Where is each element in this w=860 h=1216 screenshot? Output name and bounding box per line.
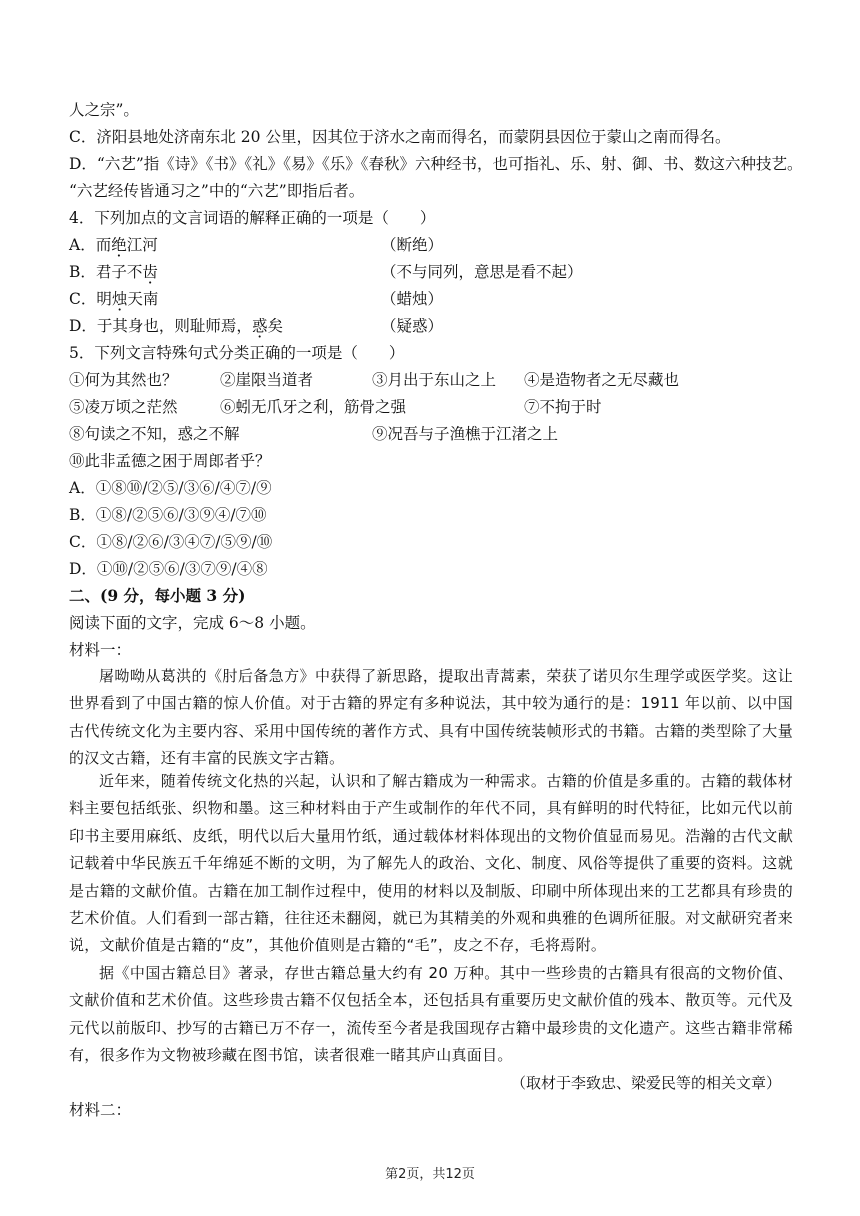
q4-d-pre: D．于其身也，则耻师焉， xyxy=(69,317,252,335)
q4-b-explanation: （不与同列，意思是看不起） xyxy=(381,263,583,281)
q5-sentence-6: ⑥蚓无爪牙之利，筋骨之强 xyxy=(220,398,407,416)
q4-d-explanation: （疑惑） xyxy=(381,317,444,335)
q5-answer-b: B．①⑧/②⑤⑥/③⑨④/⑦⑩ xyxy=(69,506,267,524)
q5-sentence-1: ①何为其然也？ xyxy=(69,371,178,389)
section-2-heading: 二、(9 分，每小题 3 分) xyxy=(69,586,246,605)
question-5-stem: 5．下列文言特殊句式分类正确的一项是（ ） xyxy=(69,344,405,362)
q5-answer-a: A．①⑧⑩/②⑤/③⑥/④⑦/⑨ xyxy=(69,479,272,497)
question-4-stem: 4．下列加点的文言词语的解释正确的一项是（ ） xyxy=(69,209,436,227)
material-1-source: （取材于李致忠、梁爱民等的相关文章） xyxy=(510,1074,781,1092)
option-c: C．济阳县地处济南东北 20 公里，因其位于济水之南而得名，而蒙阴县因位于蒙山之南而得名。 xyxy=(69,128,731,146)
material-1-label: 材料一： xyxy=(69,641,132,659)
q4-b-dotted-word: 齿 xyxy=(142,263,158,281)
option-d-line2: “六艺经传皆通习之”中的“六艺”即指后者。 xyxy=(69,182,365,200)
q4-a-explanation: （断绝） xyxy=(381,236,444,254)
option-d-line1: D．“六艺”指《诗》《书》《礼》《易》《乐》《春秋》六种经书，也可指礼、乐、射、御、书、数这六种技艺。 xyxy=(69,155,803,173)
q5-sentence-10: ⑩此非孟德之困于周郎者乎？ xyxy=(69,452,271,470)
q4-option-b xyxy=(69,262,799,282)
q4-a-dotted-word: 绝 xyxy=(111,236,127,254)
q5-sentence-3: ③月出于东山之上 xyxy=(372,371,497,389)
q5-answer-d: D．①⑩/②⑤⑥/③⑦⑨/④⑧ xyxy=(69,560,268,578)
material-1-paragraph-3: 据《中国古籍总目》著录，存世古籍总量大约有 20 万种。其中一些珍贵的古籍具有很高的文物价值、文献价值和艺术价值。这些珍贵古籍不仅包括全本，还包括具有重要历史文献价值的残本、散页等。元代及元代以前版印、抄写的古籍已万不存一，流传至今者是我国现存古籍中最珍贵的文化遗产。这些古籍非常稀有，很多作为文物被珍藏在图书馆，读者很难一睹其庐山真面目。 xyxy=(69,964,793,1065)
q4-c-pre: C．明 xyxy=(69,290,112,308)
q5-sentence-9: ⑨况吾与子渔樵于江渚之上 xyxy=(372,425,559,443)
q4-option-d xyxy=(69,316,799,336)
q4-a-pre: A．而 xyxy=(69,236,112,254)
q4-c-explanation: （蜡烛） xyxy=(381,290,444,308)
q5-sentence-2: ②崖限当道者 xyxy=(220,371,314,389)
page-number: 第2页，共12页 xyxy=(385,1167,475,1182)
q4-d-dotted-word: 惑 xyxy=(251,317,268,335)
q4-option-c xyxy=(69,289,799,309)
q5-answer-c: C．①⑧/②⑥/③④⑦/⑤⑨/⑩ xyxy=(69,533,273,551)
q4-c-dotted-word: 烛 xyxy=(111,290,128,308)
q4-d-post: 矣 xyxy=(267,317,283,335)
q4-b-pre: B．君子不 xyxy=(69,263,143,281)
section-2-instructions: 阅读下面的文字，完成 6～8 小题。 xyxy=(69,614,316,632)
material-1-paragraph-1: 屠呦呦从葛洪的《肘后备急方》中获得了新思路，提取出青蒿素，荣获了诺贝尔生理学或医学奖。这让世界看到了中国古籍的惊人价值。对于古籍的界定有多种说法，其中较为通行的是：1911 年以前、以中国古代传统文化为主要内容、采用中国传统的著作方式、具有中国传统装帧形式的书籍。古籍的类型除了大量的汉文古籍，还有丰富的民族文字古籍。 xyxy=(69,667,793,768)
q4-option-a xyxy=(69,235,799,255)
q5-sentence-5: ⑤凌万顷之茫然 xyxy=(69,398,178,416)
material-2-label: 材料二： xyxy=(69,1101,132,1119)
q5-sentence-4: ④是造物者之无尽藏也 xyxy=(524,371,680,389)
option-b-continued: 人之宗”。 xyxy=(69,101,139,119)
q5-sentence-7: ⑦不拘于时 xyxy=(524,398,602,416)
q5-sentence-8: ⑧句读之不知，惑之不解 xyxy=(69,425,240,443)
q4-c-post: 天南 xyxy=(127,290,159,308)
material-1-paragraph-2: 近年来，随着传统文化热的兴起，认识和了解古籍成为一种需求。古籍的价值是多重的。古籍的载体材料主要包括纸张、织物和墨。这三种材料由于产生或制作的年代不同，具有鲜明的时代特征，比如元代以前印书主要用麻纸、皮纸，明代以后大量用竹纸，通过载体材料体现出的文物价值显而易见。浩瀚的古代文献记载着中华民族五千年绵延不断的文明，为了解先人的政治、文化、制度、风俗等提供了重要的资料。这就是古籍的文献价值。古籍在加工制作过程中，使用的材料以及制版、印刷中所体现出来的工艺都具有珍贵的艺术价值。人们看到一部古籍，往往还未翻阅，就已为其精美的外观和典雅的色调所征服。对文献研究者来说，文献价值是古籍的“皮”，其他价值则是古籍的“毛”，皮之不存，毛将焉附。 xyxy=(69,772,793,955)
q4-a-post: 江河 xyxy=(126,236,158,254)
